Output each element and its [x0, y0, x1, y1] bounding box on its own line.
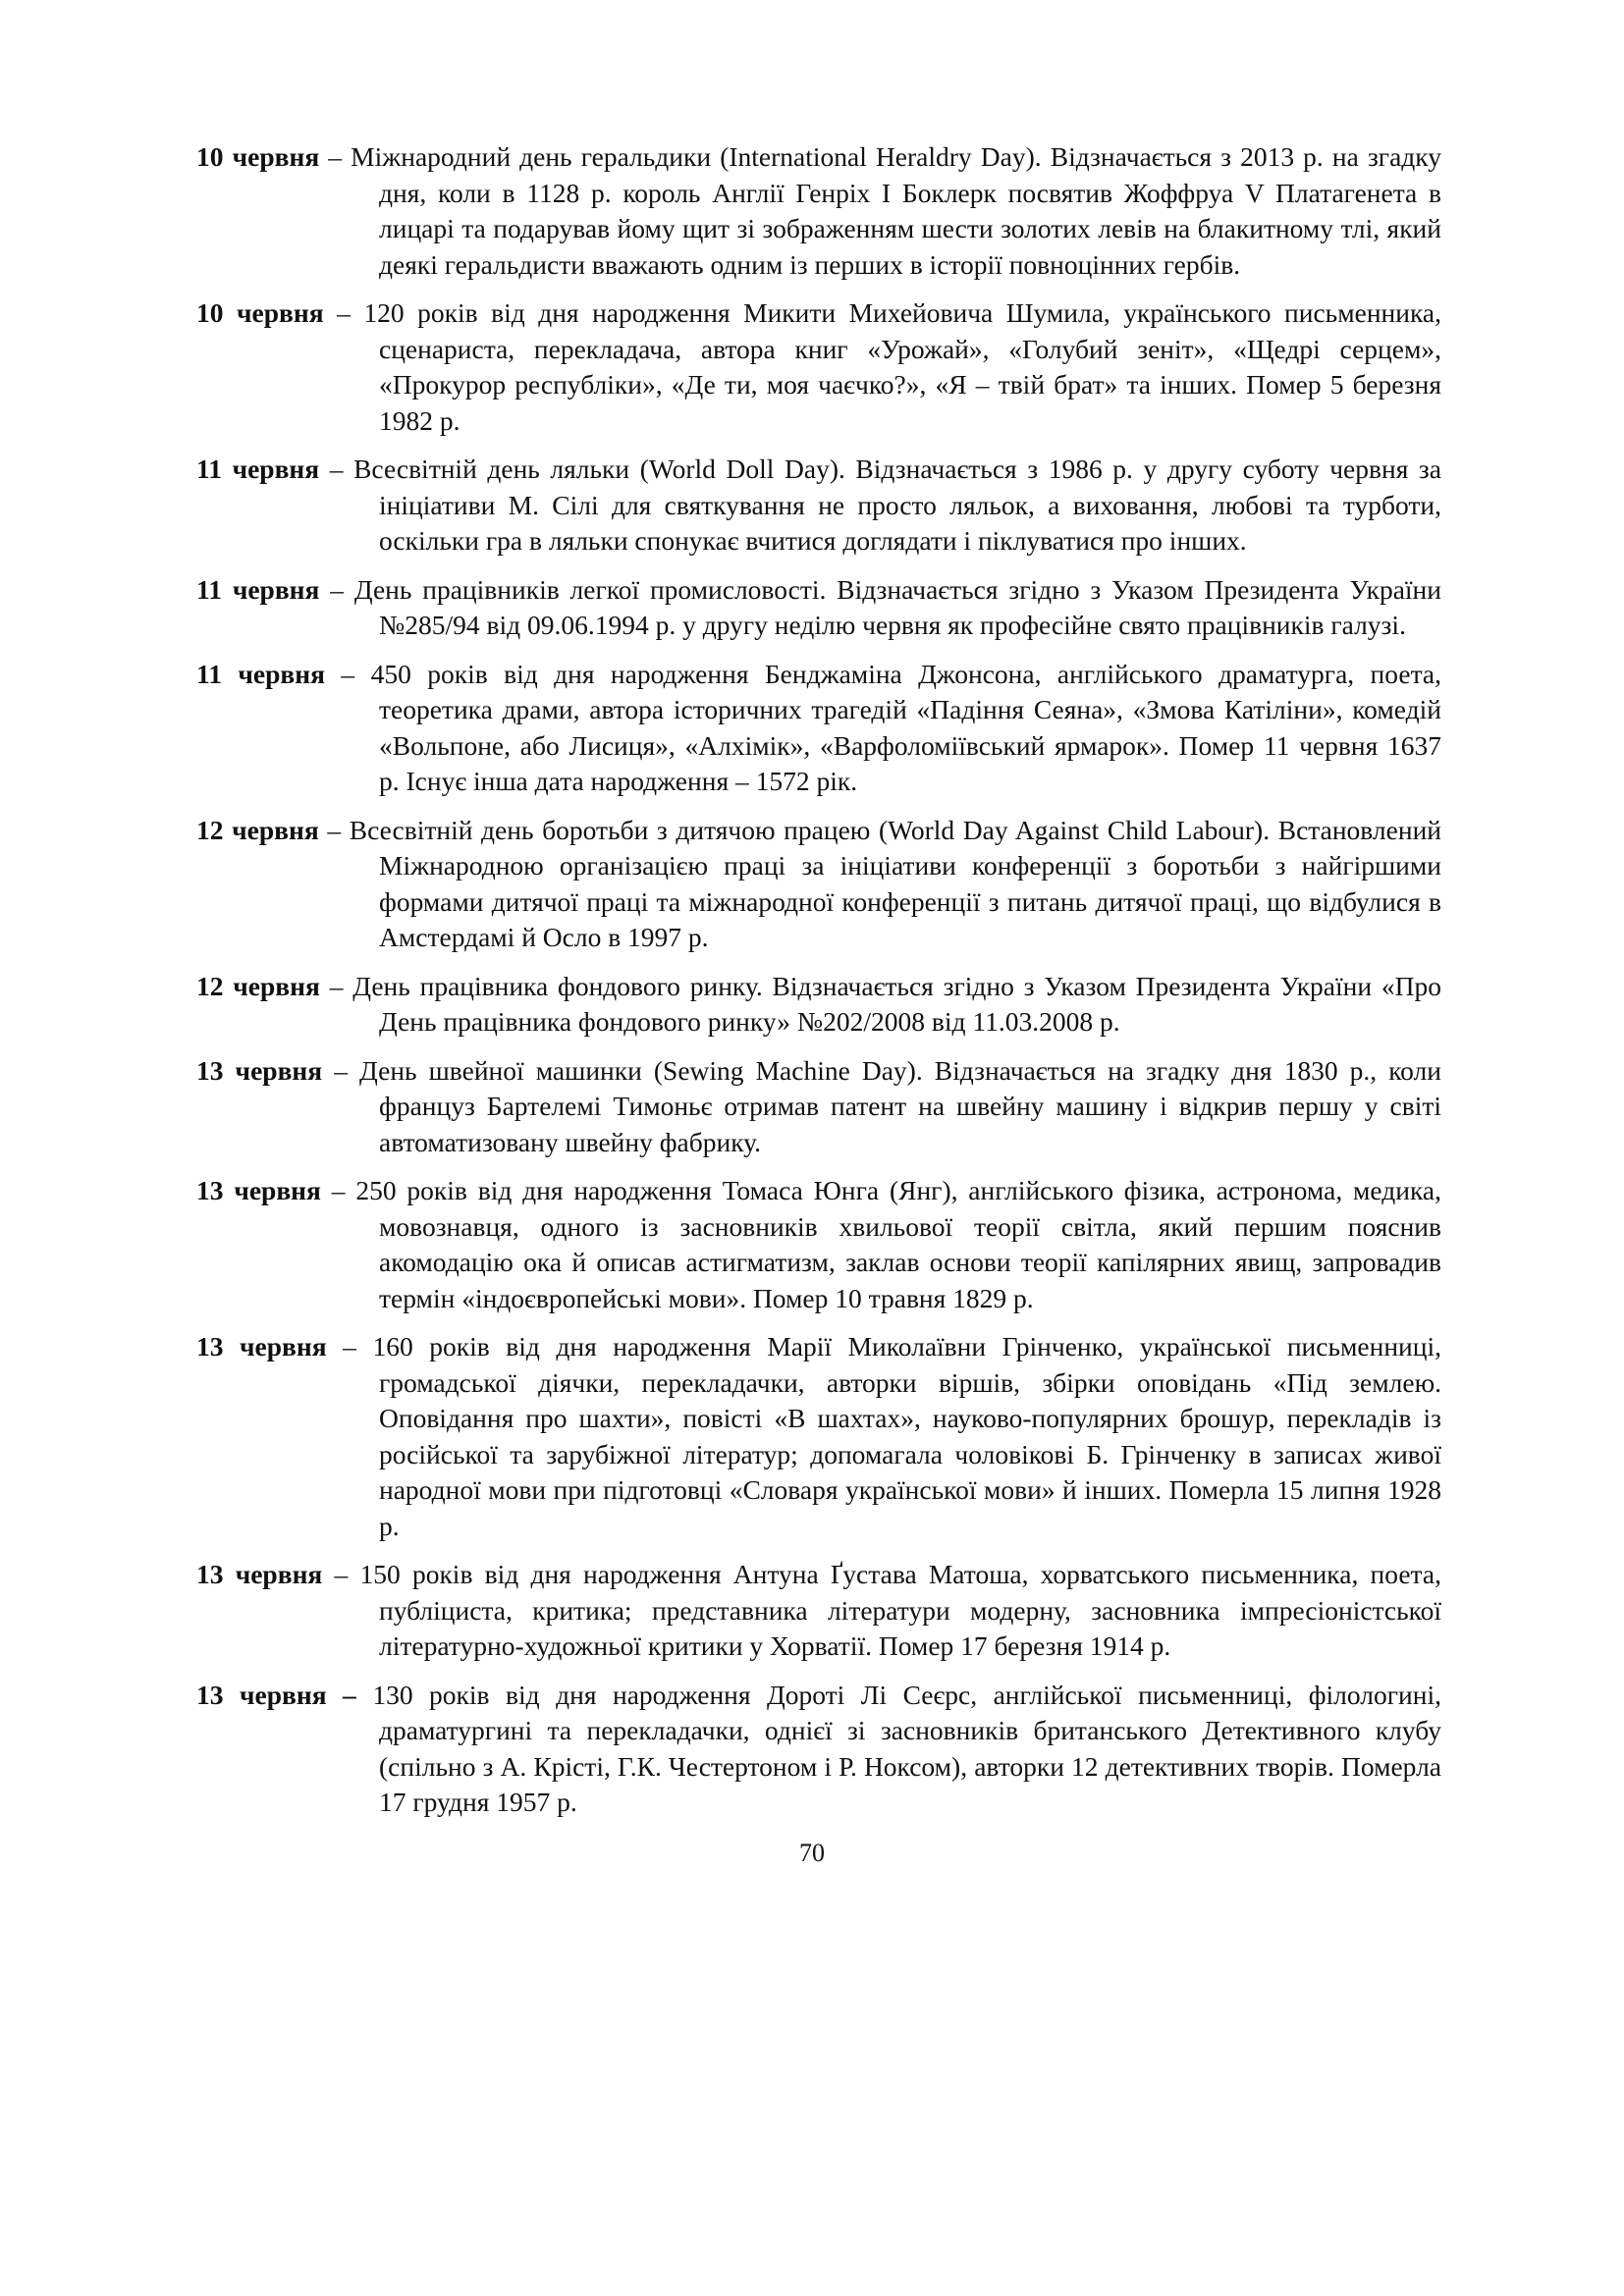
entry-text: 160 років від дня народження Марії Миколаївни Грінченко, української письменниці, громадської діячки, перекладачки, авторки віршів, збірки оповідань «Під землею. Оповідання про шахти», повісті «В шахтах», науково-популярних брошур, перекладів із російської та зарубіжної літератур; допомагала чоловікові Б. Грінченку в записах живої народної мови при підготовці «Словаря української мови» й інших. Померла 15 липня 1928 р. [372, 1331, 1441, 1541]
calendar-entry [196, 1053, 1441, 1161]
entry-text: Всесвітній день ляльки (World Doll Day). Відзначається з 1986 р. у другу суботу червня за ініціативи М. Сілі для святкування не просто ляльок, а виховання, любові та турботи, оскільки гра в ляльки спонукає вчитися доглядати і піклуватися про інших. [353, 454, 1441, 556]
entry-text: 130 років від дня народження Дороті Лі Сеєрс, англійської письменниці, філологині, драматургині та перекладачки, однієї зі засновників британського Детективного клубу (спільно з А. Крісті, Г.К. Честертоном і Р. Ноксом), авторки 12 детективних творів. Померла 17 грудня 1957 р. [372, 1679, 1441, 1817]
page-number: 70 [799, 1839, 825, 1867]
entry-date: 13 червня [196, 1054, 323, 1086]
entry-date: 10 червня [196, 297, 324, 328]
entry-separator: – [322, 1559, 360, 1589]
calendar-entry [196, 295, 1441, 439]
calendar-entry [196, 1678, 1441, 1821]
entry-date: 12 червня [196, 814, 319, 845]
calendar-entry [196, 657, 1441, 800]
entry-text: День швейної машинки (Sewing Machine Day). Відзначається на згадку дня 1830 р., коли француз Бартелемі Тимоньє отримав патент на швейну машину і відкрив першу у світі автоматизовану швейну фабрику. [359, 1054, 1441, 1157]
entry-date: 13 червня [196, 1331, 327, 1362]
entry-date: 10 червня [196, 141, 320, 172]
entry-separator: – [323, 297, 364, 328]
calendar-entry [196, 572, 1441, 644]
entry-text: 450 років від дня народження Бенджаміна Джонсона, англійського драматурга, поета, теоретика драми, автора історичних трагедій «Падіння Сеяна», «Змова Катіліни», комедій «Вольпоне, або Лисиця», «Алхімік», «Варфоломіївський ярмарок». Помер 11 червня 1637 р. Існує інша дата народження – 1572 рік. [370, 658, 1441, 796]
calendar-entry [196, 1557, 1441, 1665]
entry-text: 150 років від дня народження Антуна Ґустава Матоша, хорватського письменника, поета, публіциста, критика; представника літератури модерну, засновника імпресіоністської літературно-художньої критики у Хорватії. Помер 17 березня 1914 р. [359, 1559, 1441, 1661]
calendar-entry [196, 1329, 1441, 1544]
entry-text: День працівників легкої промисловості. Відзначається згідно з Указом Президента України №285/94 від 09.06.1994 р. у другу неділю червня як професійне свято працівників галузі. [353, 573, 1441, 640]
entry-text: Всесвітній день боротьби з дитячою працею (World Day Against Child Labour). Встановлений Міжнародною організацією праці за ініціативи конференції з боротьби з найгіршими формами дитячої праці та міжнародної конференції з питань дитячої праці, що відбулися в Амстердамі й Осло в 1997 р. [349, 814, 1441, 952]
entry-date: 13 червня [196, 1559, 323, 1589]
entry-date: 11 червня [196, 658, 325, 689]
entry-text: День працівника фондового ринку. Відзначається згідно з Указом Президента України «Про День працівника фондового ринку» №202/2008 від 11.03.2008 р. [352, 970, 1442, 1037]
calendar-entry [196, 1173, 1441, 1316]
entry-separator: – [318, 814, 350, 845]
calendar-entry [196, 813, 1441, 956]
entry-separator: – [319, 141, 352, 172]
entry-text: Міжнародний день геральдики (International Heraldry Day). Відзначається з 2013 р. на згадку дня, коли в 1128 р. король Англії Генріх I Боклерк посвятив Жоффруа V Платагенета в лицарі та подарував йому щит зі зображенням шести золотих левів на блакитному тлі, який деякі геральдисти вважають одним із перших в історії повноцінних гербів. [351, 141, 1442, 280]
entry-separator: – [319, 454, 354, 484]
entry-date: 11 червня [196, 573, 320, 605]
entry-separator: – [319, 573, 354, 605]
entry-text: 120 років від дня народження Микити Михейовича Шумила, українського письменника, сценариста, перекладача, автора книг «Урожай», «Голубий зеніт», «Щедрі серцем», «Прокурор республіки», «Де ти, моя чаєчко?», «Я – твій брат» та інших. Помер 5 березня 1982 р. [363, 297, 1442, 436]
document-body [196, 139, 1441, 1834]
entry-separator: – [319, 970, 353, 1001]
entry-separator: – [326, 1331, 373, 1362]
entry-separator: – [324, 658, 371, 689]
entry-separator [356, 1680, 373, 1710]
calendar-entry [196, 969, 1441, 1041]
entry-date: 13 червня [196, 1175, 321, 1205]
entry-date: 12 червня [196, 970, 320, 1001]
calendar-entry [196, 452, 1441, 560]
calendar-entry [196, 139, 1441, 283]
entry-date: 13 червня – [196, 1679, 356, 1710]
entry-date: 11 червня [196, 454, 320, 484]
entry-separator: – [322, 1054, 360, 1086]
entry-text: 250 років від дня народження Томаса Юнга (Янг), англійського фізика, астронома, медика, мовознавця, одного із засновників хвильової теорії світла, який першим пояснив акомодацію ока й описав астигматизм, заклав основи теорії капілярних явищ, запровадив термін «індоєвропейські мови». Помер 10 травня 1829 р. [355, 1175, 1442, 1313]
entry-separator: – [320, 1175, 356, 1205]
